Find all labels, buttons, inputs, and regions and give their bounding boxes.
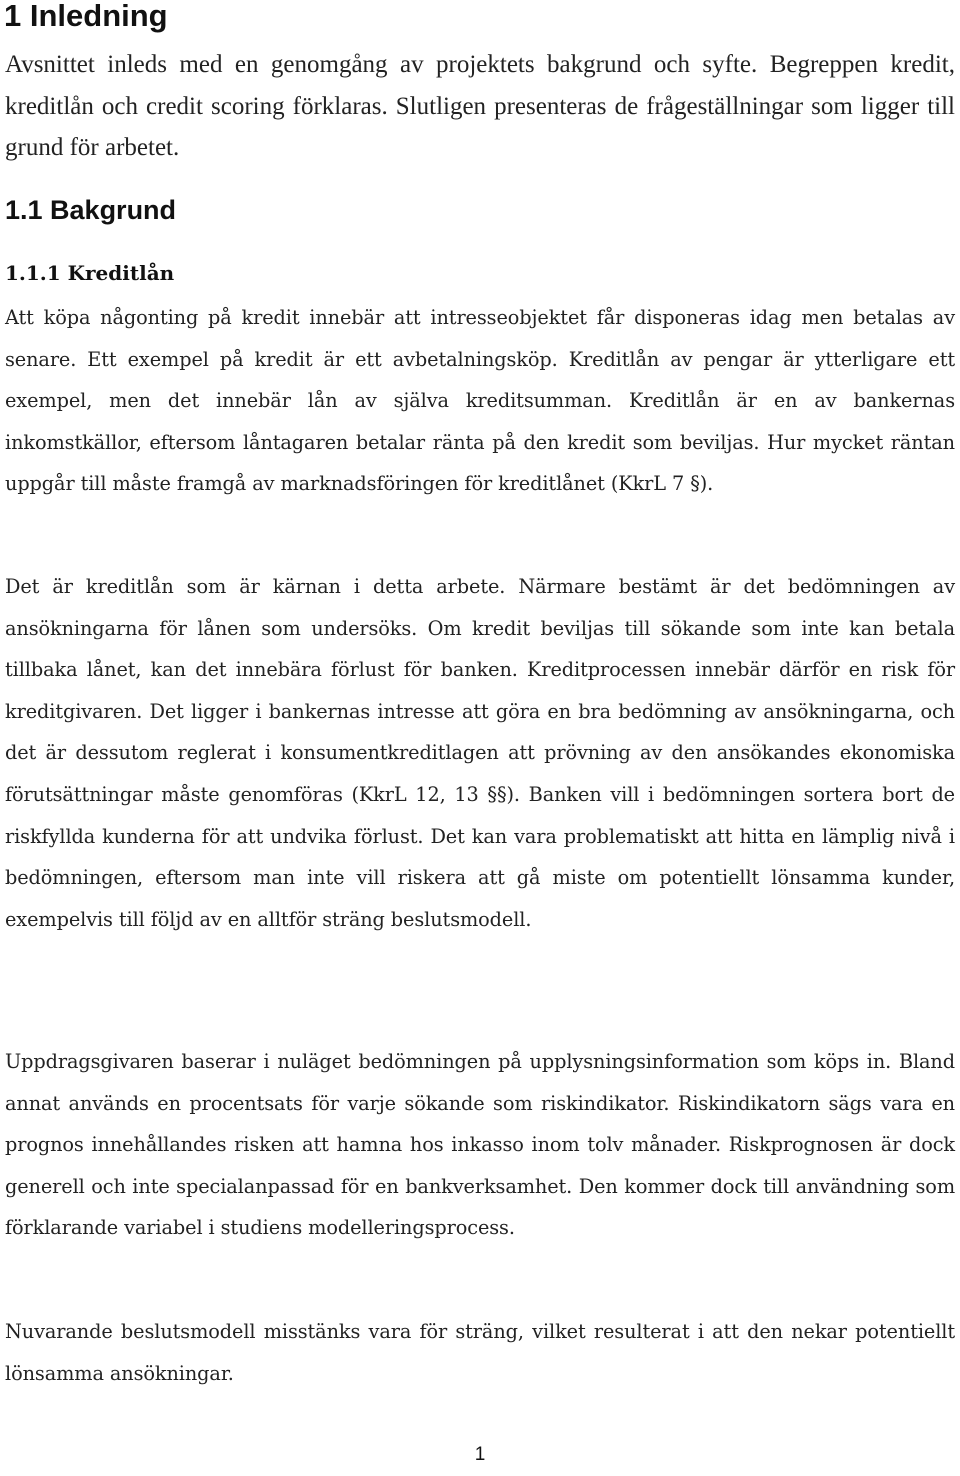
body-paragraph-1: Att köpa någonting på kredit innebär att intresseobjektet får disponeras idag men betalas av senare. Ett exempel på kredit är ett avbetalningsköp. Kreditlån av pengar är ytterligare ett exempel, men det innebär lån av själva kreditsumman. Kreditlån är en av bankernas inkomstkällor, eftersom låntagaren betalar ränta på den kredit som beviljas. Hur mycket räntan uppgår till måste framgå av marknadsföringen för kreditlånet (KkrL 7 §). <box>5 306 955 496</box>
subsection-heading: 1.1.1 Kreditlån <box>5 261 175 285</box>
page-number: 1 <box>474 1444 486 1465</box>
section-heading: 1.1 Bakgrund <box>5 195 177 225</box>
body-paragraph-2: Det är kreditlån som är kärnan i detta arbete. Närmare bestämt är det bedömningen av ansökningarna för lånen som undersöks. Om kredit beviljas till sökande som inte kan betala tillbaka lånet, kan det innebära förlust för banken. Kreditprocessen innebär därför en risk för kreditgivaren. Det ligger i bankernas intresse att göra en bra bedömning av ansökningarna, och det är dessutom reglerat i konsumentkreditlagen att prövning av den ansökandes ekonomiska förutsättningar måste genomföras (KkrL 12, 13 §§). Banken vill i bedömningen sortera bort de riskfyllda kunderna för att undvika förlust. Det kan vara problematiskt att hitta en lämplig nivå i bedömningen, eftersom man inte vill riskera att gå miste om potentiellt lönsamma kunder, exempelvis till följd av en alltför sträng beslutsmodell. <box>5 575 955 931</box>
intro-paragraph: Avsnittet inleds med en genomgång av projektets bakgrund och syfte. Begreppen kredit, kreditlån och credit scoring förklaras. Slutligen presenteras de frågeställningar som ligger till grund för arbetet. <box>5 51 955 161</box>
body-paragraph-4: Nuvarande beslutsmodell misstänks vara för sträng, vilket resulterat i att den nekar potentiellt lönsamma ansökningar. <box>5 1320 955 1385</box>
chapter-heading: 1 Inledning <box>4 0 168 33</box>
body-paragraph-3: Uppdragsgivaren baserar i nuläget bedömningen på upplysningsinformation som köps in. Bland annat används en procentsats för varje sökande som riskindikator. Riskindikatorn sägs vara en prognos innehållandes risken att hamna hos inkasso inom tolv månader. Riskprognosen är dock generell och inte specialanpassad för en bankverksamhet. Den kommer dock till användning som förklarande variabel i studiens modelleringsprocess. <box>5 1050 955 1240</box>
